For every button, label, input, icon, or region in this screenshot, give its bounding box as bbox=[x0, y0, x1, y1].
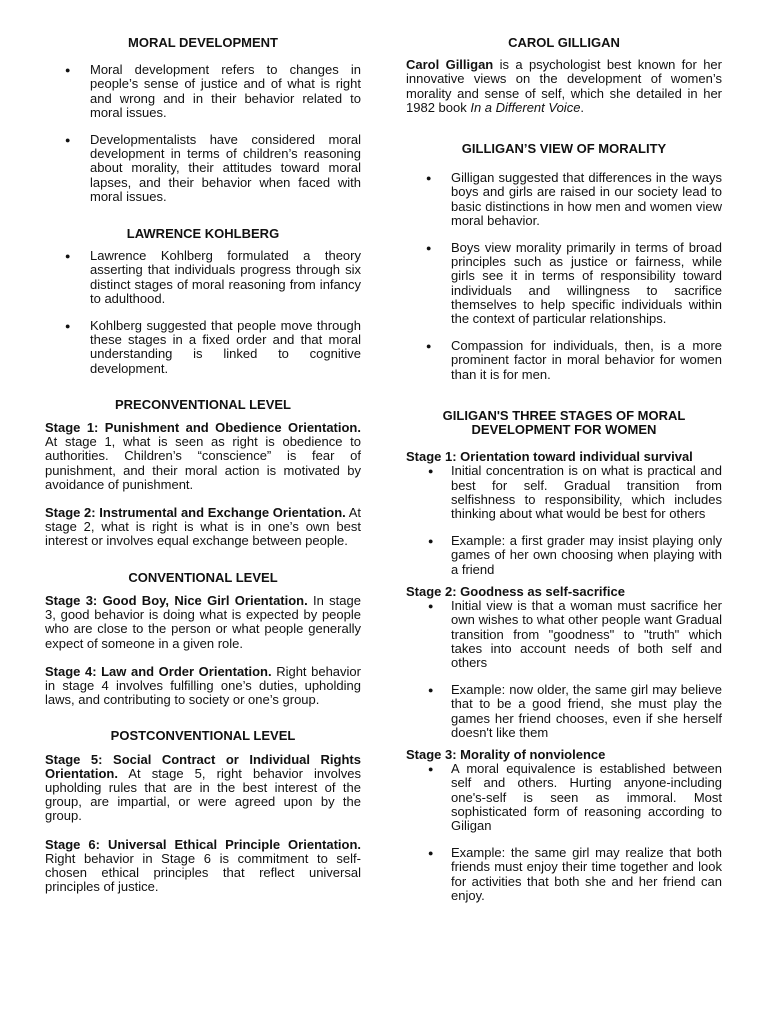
stage-2-paragraph bbox=[45, 506, 361, 549]
list-item: ● Initial view is that a woman must sacrifice her own wishes to what other people want Gradual transition from "goodness" to "truth" which takes into account needs of both self and others bbox=[406, 599, 722, 670]
stage-5-label: Stage 5: Social Contract or Individual Rights Orientation. bbox=[45, 751, 361, 781]
carol-gilligan-heading: CAROL GILLIGAN bbox=[508, 35, 620, 50]
stage-6-paragraph bbox=[45, 838, 361, 895]
stage-6-text: Right behavior in Stage 6 is commitment to self-chosen ethical principles that reflect universal principles of justice. bbox=[45, 850, 361, 895]
preconventional-heading: PRECONVENTIONAL LEVEL bbox=[114, 396, 291, 412]
list-item: ● Example: the same girl may realize that both friends must enjoy their time together and look for activities that both she and her friend can enjoy. bbox=[406, 846, 722, 903]
list-item: ● Moral development refers to changes in people’s sense of justice and of what is right and wrong and in their behavior related to moral issues. bbox=[45, 63, 361, 120]
stage-5-text: At stage 5, right behavior involves upholding rules that are in the best interest of the group, are impartial, or were agreed upon by the group. bbox=[45, 765, 361, 824]
left-column bbox=[45, 36, 361, 908]
list-item: ● Example: now older, the same girl may believe that to be a good friend, she must play the games her friend chooses, even if she herself doesn't like them bbox=[406, 683, 722, 740]
stage-1-paragraph bbox=[45, 421, 361, 492]
women-stage-3-heading: Stage 3: Morality of nonviolence bbox=[406, 746, 606, 762]
women-stage-3-list bbox=[406, 762, 722, 903]
stage-4-text: Right behavior in stage 4 involves fulfilling one’s duties, upholding laws, and contributing to society or one’s group. bbox=[45, 663, 361, 708]
stage-1-label: Stage 1: Punishment and Obedience Orientation. bbox=[45, 420, 361, 436]
list-item: ● Boys view morality primarily in terms of broad principles such as justice or fairness, while girls see it in terms of responsibility toward individuals and willingness to sacrifice themselves to help specific individuals within the context of particular relationships. bbox=[406, 241, 722, 326]
conventional-heading: CONVENTIONAL LEVEL bbox=[128, 569, 278, 585]
book-title: In a Different Voice bbox=[470, 99, 581, 115]
gilligan-view-list bbox=[406, 171, 722, 382]
list-item: ● A moral equivalence is established between self and others. Hurting anyone-including one's-self is seen as immoral. Most sophisticated form of reasoning according to Giligan bbox=[406, 762, 722, 833]
postconventional-heading: POSTCONVENTIONAL LEVEL bbox=[110, 728, 296, 744]
women-stage-1-heading: Stage 1: Orientation toward individual survival bbox=[406, 449, 693, 465]
stage-3-text: In stage 3, good behavior is doing what is expected by people who are close to the person or what people generally expect of someone in a given role. bbox=[45, 592, 361, 651]
moral-development-list bbox=[45, 63, 361, 204]
three-stages-heading: GILIGAN'S THREE STAGES OF MORAL DEVELOPMENT FOR WOMEN bbox=[442, 407, 686, 438]
gilligan-intro-text: is a psychologist best known for her innovative views on the development of women’s morality and sense of self, which she detailed in her 1982 book bbox=[406, 57, 722, 115]
list-item: ● Initial concentration is on what is practical and best for self. Gradual transition from selfishness to responsibility, which includes thinking about what would be best for others bbox=[406, 464, 722, 521]
list-item: ● Compassion for individuals, then, is a more prominent factor in moral behavior for women than it is for men. bbox=[406, 339, 722, 382]
stage-3-paragraph bbox=[45, 594, 361, 651]
list-item: ● Kohlberg suggested that people move through these stages in a fixed order and that moral understanding is linked to cognitive development. bbox=[45, 319, 361, 376]
stage-4-label: Stage 4: Law and Order Orientation. bbox=[45, 663, 272, 679]
gilligan-intro-paragraph bbox=[406, 58, 722, 115]
stage-2-text: At stage 2, what is right is what is in one’s own best interest or involves equal exchange between people. bbox=[45, 505, 361, 549]
women-stage-2-heading: Stage 2: Goodness as self-sacrifice bbox=[406, 583, 625, 599]
gilligan-name: Carol Gilligan bbox=[406, 57, 494, 73]
stage-1-text: At stage 1, what is seen as right is obedience to authorities. Children’s “conscience” is fear of punishment, and their moral action is motivated by avoidance of punishment. bbox=[45, 434, 361, 492]
list-item: ● Developmentalists have considered moral development in terms of children’s reasoning about morality, their attitudes toward moral lapses, and their behavior when faced with moral issues. bbox=[45, 133, 361, 204]
moral-development-heading: MORAL DEVELOPMENT bbox=[128, 35, 278, 50]
women-stage-1-list bbox=[406, 464, 722, 576]
stage-4-paragraph bbox=[45, 665, 361, 708]
women-stage-2-list bbox=[406, 599, 722, 740]
list-item: ● Lawrence Kohlberg formulated a theory asserting that individuals progress through six distinct stages of moral reasoning from infancy to adulthood. bbox=[45, 249, 361, 306]
stage-5-paragraph bbox=[45, 753, 361, 824]
list-item: ● Gilligan suggested that differences in the ways boys and girls are raised in our society lead to basic distinctions in how men and women view moral behavior. bbox=[406, 171, 722, 228]
stage-2-label: Stage 2: Instrumental and Exchange Orientation. bbox=[45, 505, 346, 521]
stage-6-label: Stage 6: Universal Ethical Principle Orientation. bbox=[45, 836, 361, 852]
gilligan-view-heading: GILLIGAN’S VIEW OF MORALITY bbox=[461, 141, 667, 157]
kohlberg-list bbox=[45, 249, 361, 376]
list-item: ● Example: a first grader may insist playing only games of her own choosing when playing with a friend bbox=[406, 534, 722, 577]
kohlberg-heading: LAWRENCE KOHLBERG bbox=[126, 226, 280, 242]
gilligan-intro-end: . bbox=[580, 99, 585, 115]
right-column bbox=[406, 36, 722, 916]
stage-3-label: Stage 3: Good Boy, Nice Girl Orientation. bbox=[45, 592, 308, 608]
